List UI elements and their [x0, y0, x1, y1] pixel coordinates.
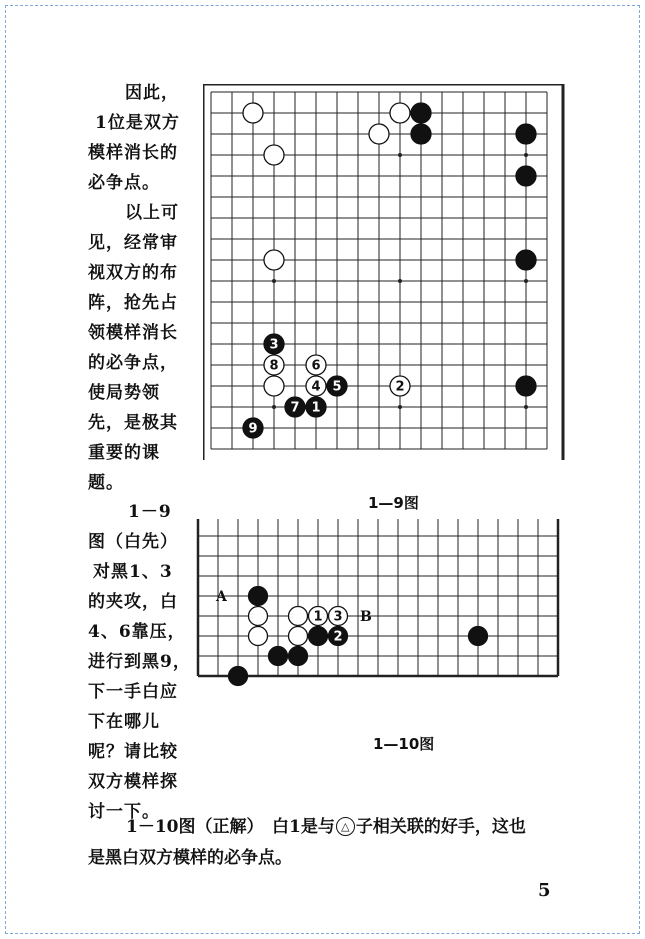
text-line: 必争点。 — [88, 173, 160, 193]
bottom-text-segment: 子相关联的好手，这也 — [355, 817, 526, 837]
star-point — [524, 279, 528, 283]
black-stone — [306, 397, 326, 417]
stone-number-label: 3 — [333, 609, 343, 625]
point-label-b: B — [360, 609, 372, 625]
stone-number-label: 6 — [311, 358, 321, 374]
text-line: 呢？请比较 — [88, 742, 178, 762]
black-stone — [516, 250, 536, 270]
white-stone — [249, 607, 268, 626]
black-stone — [229, 667, 248, 686]
text-line: 的必争点， — [88, 353, 178, 373]
page-number: 5 — [538, 880, 551, 901]
text-line: 1位是双方 — [95, 113, 180, 133]
white-stone — [289, 607, 308, 626]
black-stone — [289, 647, 308, 666]
go-board-figure-1-9 — [203, 84, 565, 460]
text-line: 视双方的布 — [88, 263, 178, 283]
text-line: 以上可 — [125, 203, 179, 223]
figure-caption-1-9: 1—9图 — [368, 494, 419, 512]
white-stone — [369, 124, 389, 144]
black-stone — [411, 124, 431, 144]
white-stone — [264, 355, 284, 375]
star-point — [524, 153, 528, 157]
stone-number-label: 8 — [269, 358, 279, 374]
star-point — [398, 405, 402, 409]
text-line: 1－9 — [128, 502, 172, 522]
white-stone — [249, 627, 268, 646]
text-line: 图（白先） — [88, 532, 178, 552]
stone-number-label: 3 — [269, 337, 279, 353]
white-stone — [289, 627, 308, 646]
stone-number-label: 1 — [313, 609, 323, 625]
text-line: 因此， — [125, 83, 179, 103]
text-line: 的夹攻，白 — [88, 592, 178, 612]
black-stone — [516, 124, 536, 144]
black-stone — [249, 587, 268, 606]
text-line: 下一手白应 — [88, 682, 178, 702]
triangle-marker-stone: △ — [336, 817, 355, 836]
bottom-text-line-1 — [126, 812, 526, 837]
stone-number-label: 9 — [248, 421, 258, 437]
text-line: 使局势领 — [88, 383, 160, 403]
text-line: 题。 — [88, 473, 124, 493]
star-point — [272, 279, 276, 283]
text-line: 阵，抢先占 — [88, 293, 178, 313]
go-board-figure-1-10 — [192, 515, 568, 693]
black-stone — [329, 627, 348, 646]
stone-number-label: 2 — [333, 629, 343, 645]
black-stone — [309, 627, 328, 646]
star-point — [398, 279, 402, 283]
stone-number-label: 5 — [332, 379, 342, 395]
black-stone — [243, 418, 263, 438]
text-line: 下在哪儿 — [88, 712, 160, 732]
black-stone — [411, 103, 431, 123]
bottom-text-segment: 1－10图（正解） 白1是与 — [126, 817, 335, 837]
white-stone — [264, 145, 284, 165]
white-stone — [306, 355, 326, 375]
text-line: 进行到黑9， — [88, 652, 191, 672]
black-stone — [285, 397, 305, 417]
black-stone — [516, 376, 536, 396]
stone-number-label: 2 — [395, 379, 405, 395]
text-line: 见，经常审 — [88, 233, 178, 253]
white-stone — [264, 250, 284, 270]
stone-number-label: 7 — [290, 400, 300, 416]
bottom-text-line-2: 是黑白双方模样的必争点。 — [88, 848, 292, 868]
figure-caption-1-10: 1—10图 — [373, 735, 435, 753]
text-line: 4、6靠压， — [88, 622, 186, 642]
white-stone — [243, 103, 263, 123]
text-line: 对黑1、3 — [93, 562, 173, 582]
text-line: 重要的课 — [88, 443, 160, 463]
black-stone — [327, 376, 347, 396]
white-stone — [390, 103, 410, 123]
text-line: 双方模样探 — [88, 772, 178, 792]
white-stone — [264, 376, 284, 396]
stone-number-label: 1 — [311, 400, 321, 416]
text-line: 模样消长的 — [88, 143, 178, 163]
text-line: 先，是极其 — [88, 413, 178, 433]
black-stone — [516, 166, 536, 186]
white-stone — [309, 607, 328, 626]
white-stone — [306, 376, 326, 396]
point-label-a: A — [216, 589, 227, 605]
text-line: 讨一下。 — [88, 802, 160, 822]
text-line: 领模样消长 — [88, 323, 178, 343]
black-stone — [269, 647, 288, 666]
white-stone — [329, 607, 348, 626]
star-point — [272, 405, 276, 409]
white-stone — [390, 376, 410, 396]
black-stone — [264, 334, 284, 354]
star-point — [524, 405, 528, 409]
star-point — [398, 153, 402, 157]
black-stone — [469, 627, 488, 646]
stone-number-label: 4 — [311, 379, 321, 395]
